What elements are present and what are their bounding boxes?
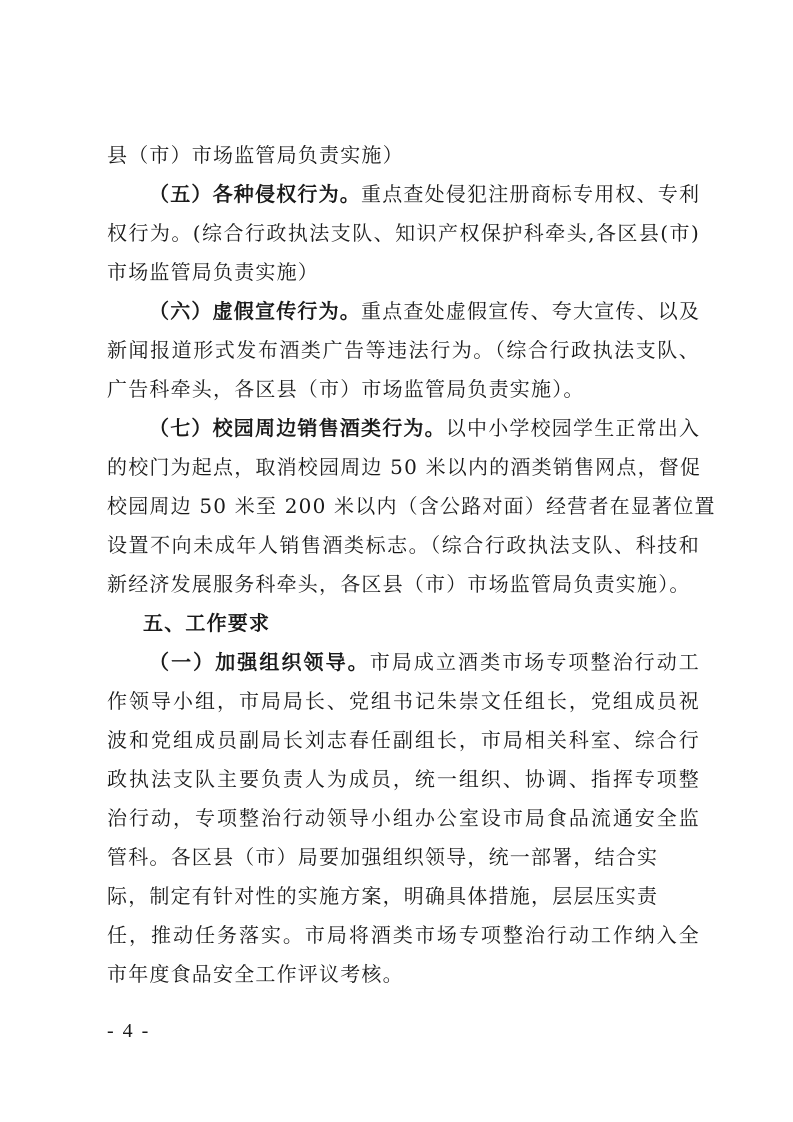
bold-lead-text: （七）校园周边销售酒类行为。 <box>149 416 446 440</box>
document-body <box>107 136 716 994</box>
text-line <box>107 526 700 565</box>
text-line <box>107 838 700 877</box>
text-segment: 作领导小组，市局局长、党组书记朱崇文任组长，党组成员祝 <box>107 689 700 713</box>
text-line <box>107 682 700 721</box>
paragraph <box>107 292 700 409</box>
text-segment: 的校门为起点，取消校园周边 50 米以内的酒类销售网点，督促 <box>107 455 702 479</box>
text-segment: 校园周边 50 米至 200 米以内（含公路对面）经营者在显著位置 <box>107 494 716 518</box>
text-line <box>107 877 700 916</box>
text-line <box>107 565 700 604</box>
text-line <box>107 448 700 487</box>
text-segment: 任，推动任务落实。市局将酒类市场专项整治行动工作纳入全 <box>107 923 700 947</box>
text-segment: 市局成立酒类市场专项整治行动工 <box>369 650 700 674</box>
bold-lead-text: （一）加强组织领导。 <box>149 650 370 674</box>
paragraph <box>107 136 700 175</box>
text-line <box>107 799 700 838</box>
text-line <box>107 643 700 682</box>
text-line <box>107 604 700 643</box>
text-segment: 市场监管局负责实施） <box>107 260 319 284</box>
text-line <box>107 487 716 526</box>
text-segment: 波和党组成员副局长刘志春任副组长，市局相关科室、综合行 <box>107 728 700 752</box>
page-number: - 4 - <box>107 1020 151 1042</box>
text-segment: 重点查处侵犯注册商标专用权、专利 <box>361 182 701 206</box>
text-line <box>107 214 700 253</box>
text-line <box>107 136 700 175</box>
text-line <box>107 760 700 799</box>
text-line <box>107 721 700 760</box>
paragraph <box>107 175 700 292</box>
text-line <box>107 916 700 955</box>
text-segment: 五、工作要求 <box>143 611 271 635</box>
text-line <box>107 370 700 409</box>
paragraph <box>107 643 700 994</box>
text-segment: 治行动，专项整治行动领导小组办公室设市局食品流通安全监 <box>107 806 700 830</box>
text-segment: 以中小学校园学生正常出入 <box>445 416 701 440</box>
section-heading <box>107 604 700 643</box>
text-segment: 新经济发展服务科牵头，各区县（市）市场监管局负责实施）。 <box>107 572 691 596</box>
text-segment: 政执法支队主要负责人为成员，统一组织、协调、指挥专项整 <box>107 767 700 791</box>
text-segment: 权行为。(综合行政执法支队、知识产权保护科牵头,各区县(市) <box>107 221 700 245</box>
text-line <box>107 409 700 448</box>
text-segment: 重点查处虚假宣传、夸大宣传、以及 <box>361 299 701 323</box>
text-line <box>107 292 700 331</box>
bold-lead-text: （六）虚假宣传行为。 <box>149 299 361 323</box>
text-segment: 管科。各区县（市）局要加强组织领导，统一部署，结合实 <box>107 845 659 869</box>
text-segment: 广告科牵头，各区县（市）市场监管局负责实施）。 <box>107 377 585 401</box>
text-segment: 际，制定有针对性的实施方案，明确具体措施，层层压实责 <box>107 884 659 908</box>
text-segment: 新闻报道形式发布酒类广告等违法行为。（综合行政执法支队、 <box>107 338 700 362</box>
text-line <box>107 955 700 994</box>
bold-lead-text: （五）各种侵权行为。 <box>149 182 361 206</box>
text-segment: 设置不向未成年人销售酒类标志。（综合行政执法支队、科技和 <box>107 533 700 557</box>
text-segment: 市年度食品安全工作评议考核。 <box>107 962 404 986</box>
text-line <box>107 175 700 214</box>
text-segment: 县（市）市场监管局负责实施） <box>107 143 404 167</box>
text-line <box>107 253 700 292</box>
text-line <box>107 331 700 370</box>
paragraph <box>107 409 716 604</box>
